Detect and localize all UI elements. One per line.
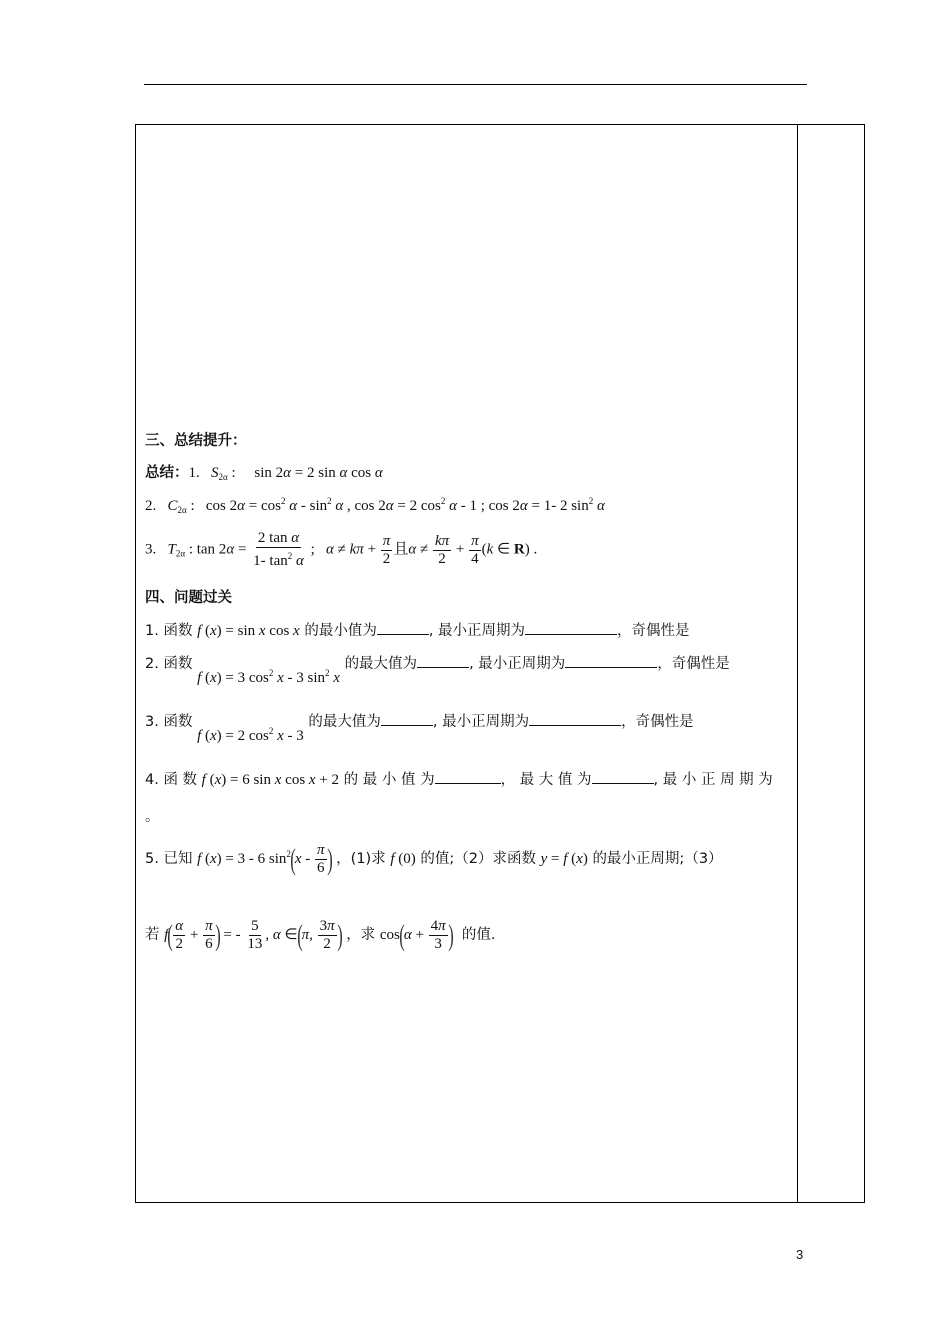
summary-item-3: 3. $T_{2\alpha}$ : tan 2α = $\frac{\text{2 tan α}}{1- \tan^2 \alpha}$ ; α ≠ kπ + $\frac{\pi}{2}$ 且α ≠ $\frac{k\pi}{2}$ + $\frac{\pi}{4}$ (k ∈ R) . bbox=[145, 530, 538, 569]
summary-label: 总结： bbox=[145, 465, 189, 481]
answer-blank[interactable] bbox=[381, 713, 433, 726]
question-3: 3. 函数 f (x) = 2 $\cos^2 x - 3$ 的最大值为 , 最小正周期为 ，奇偶性是 bbox=[145, 714, 694, 744]
question-2: 2. 函数 f (x) = 3 $\cos^2 x - 3$ $\sin^2 x$ 的最大值为 , 最小正周期为 ，奇偶性是 bbox=[145, 656, 730, 686]
answer-blank[interactable] bbox=[417, 655, 469, 668]
answer-blank[interactable] bbox=[592, 771, 654, 784]
question-5-line-2: 若 f( $\frac{\alpha}{2}$ + $\frac{\pi}{6}$ ) = - $\frac{5}{13}$ , α ∈(π, $\frac{3\pi}{2}$ ) ，求 cos(α + $\frac{4\pi}{3}$ ) 的值. bbox=[145, 918, 496, 952]
summary-item-1: 总结：1. $S_{2\alpha}$ : sin 2α = 2 sin α cos α bbox=[145, 465, 383, 482]
header-rule bbox=[144, 84, 807, 85]
question-4-end: 。 bbox=[145, 809, 160, 825]
section-4-title: 四、问题过关 bbox=[145, 590, 232, 606]
answer-blank[interactable] bbox=[435, 771, 501, 784]
question-4: 4. 函 数 f (x) = 6 sin x cos x + 2 的 最 小 值 为 ， 最 大 值 为 , 最 小 正 周 期 为 bbox=[145, 772, 773, 788]
section-3-title: 三、总结提升： bbox=[145, 433, 247, 449]
question-5-line-1: 5. 已知 f (x) = 3 - 6 $\sin^2(x$ - $\frac{\pi}{6}$ ) ，(1)求 f (0) 的值;（2）求函数 y = f (x) 的最小正周期;（3） bbox=[145, 842, 723, 876]
answer-blank[interactable] bbox=[377, 622, 429, 635]
table-column-divider bbox=[797, 125, 798, 1202]
question-1: 1. 函数 f (x) = sin x cos x 的最小值为 , 最小正周期为 ，奇偶性是 bbox=[145, 623, 690, 639]
answer-blank[interactable] bbox=[565, 655, 657, 668]
answer-blank[interactable] bbox=[525, 622, 617, 635]
page-number: 3 bbox=[796, 1247, 804, 1262]
summary-item-2: 2. $C_{2\alpha}$ : $\cos 2\alpha = \cos^2 \alpha - \sin^2 \alpha$ , cos 2α = 2 $\cos^2 \alpha - 1$ ; cos 2α = 1- 2 $\sin^2 \alpha$ bbox=[145, 496, 605, 515]
answer-blank[interactable] bbox=[529, 713, 621, 726]
